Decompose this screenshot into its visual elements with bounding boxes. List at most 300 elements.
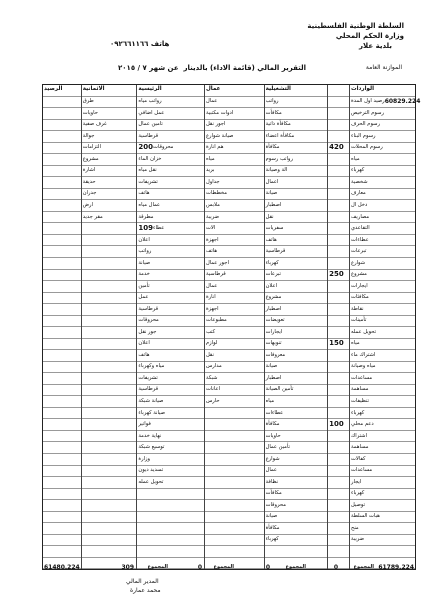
revenues-values-column <box>327 85 349 569</box>
capital-column-empty <box>205 431 264 443</box>
capital-column-item: اجهزة <box>205 304 264 316</box>
capital-column-item: لوازم <box>205 339 264 351</box>
development-column-empty <box>137 512 204 524</box>
development-column-empty <box>137 500 204 512</box>
revenues-values-column-empty <box>328 431 349 443</box>
balance-column-empty <box>43 177 81 189</box>
main-column-item: ارض <box>82 200 137 212</box>
revenues-values-column-value: 100 <box>329 420 344 429</box>
revenues-column <box>349 85 421 569</box>
main-column-item: التزامات <box>82 143 137 155</box>
balance-column-empty <box>43 143 81 155</box>
revenues-values-column-empty <box>328 500 349 512</box>
development-column-item: هاتف <box>137 189 204 201</box>
balance-column-header: الرصيد <box>43 85 81 97</box>
main-column-empty <box>82 408 137 420</box>
main-column-item: جدران <box>82 189 137 201</box>
capital-column-empty <box>205 535 264 547</box>
revenues-values-column-empty <box>328 120 349 132</box>
capital-column-item: هاتف <box>205 246 264 258</box>
balance-column-empty <box>43 466 81 478</box>
revenues-values-column-empty <box>328 316 349 328</box>
revenues-values-column-empty <box>328 97 349 109</box>
revenues-column-item: مياه <box>350 154 415 166</box>
balance-column-empty <box>43 270 81 282</box>
revenues-values-column-empty <box>328 293 349 305</box>
capital-column <box>204 85 264 569</box>
capital-column-item: مخططات <box>205 189 264 201</box>
development-column-item: نهاية خدمة <box>137 431 204 443</box>
revenues-values-column-empty <box>328 373 349 385</box>
revenues-column-item: مساعدات <box>350 466 415 478</box>
revenues-values-column-empty <box>328 131 349 143</box>
balance-column-empty <box>43 97 81 109</box>
operational-column-item: قرطاسية <box>265 246 328 258</box>
main-column-empty <box>82 223 137 235</box>
balance-column-empty <box>43 546 81 558</box>
zero-3: 0 <box>197 564 202 571</box>
operational-column-item: محروقات <box>265 500 328 512</box>
revenues-values-column-empty <box>328 419 349 431</box>
revenues-column-item: دخل ال <box>350 200 415 212</box>
revenues-column-item: مصاريف <box>350 212 415 224</box>
operational-column-item: مكافأة <box>265 143 328 155</box>
development-column-empty <box>137 535 204 547</box>
revenues-values-column-empty <box>328 362 349 374</box>
main-column-empty <box>82 281 137 293</box>
development-column-item: قرطاسية <box>137 131 204 143</box>
revenues-values-column-empty <box>328 546 349 558</box>
main-column-empty <box>82 535 137 547</box>
main-column-empty <box>82 258 137 270</box>
capital-column-empty <box>205 512 264 524</box>
main-column-empty <box>82 235 137 247</box>
revenues-values-column-empty <box>328 512 349 524</box>
operational-column-item: اصطبار <box>265 304 328 316</box>
main-column-empty <box>82 246 137 258</box>
ministry-name: وزارة الحكم المحلي <box>335 32 404 40</box>
capital-column-item: كتب <box>205 327 264 339</box>
development-column-empty <box>137 523 204 535</box>
operational-column-item: عطاءات <box>265 408 328 420</box>
development-column-item: خزان الماء <box>137 154 204 166</box>
revenues-column-item: شخصية <box>350 177 415 189</box>
development-column-item: عمال مياه <box>137 200 204 212</box>
revenues-column-item: تأمينات <box>350 316 415 328</box>
operational-column-item: نقل <box>265 212 328 224</box>
revenues-column-item: ضريبة <box>350 535 415 547</box>
development-column-item: خدمة <box>137 270 204 282</box>
main-column-empty <box>82 327 137 339</box>
capital-column-empty <box>205 454 264 466</box>
main-column-empty <box>82 362 137 374</box>
main-column-header: الاثمانية <box>82 85 137 97</box>
main-column-item: مقر جديد <box>82 212 137 224</box>
revenues-column-item: مشروع <box>350 270 415 282</box>
revenues-values-column-empty <box>328 385 349 397</box>
capital-column-item: اجور عمال <box>205 258 264 270</box>
development-column-value: 200 <box>138 143 154 152</box>
authority-name: السلطة الوطنية الفلسطينية <box>307 22 404 30</box>
capital-column-item: عمال <box>205 281 264 293</box>
development-column-item: اعلان <box>137 339 204 351</box>
revenues-values-column-value: 150 <box>329 339 344 348</box>
operational-column-item: اعلان <box>265 281 328 293</box>
balance-column-empty <box>43 212 81 224</box>
main-column-item: طرق <box>82 97 137 109</box>
balance-column-empty <box>43 477 81 489</box>
development-column-item: رواتب مياه <box>137 97 204 109</box>
capital-column-item: مدارس <box>205 362 264 374</box>
operational-column-item: هاتف <box>265 235 328 247</box>
development-column-item: محروقات 200 <box>137 143 204 155</box>
main-column-empty <box>82 396 137 408</box>
operational-column-item: مكافأت <box>265 489 328 501</box>
operational-column-item: مكافأت <box>265 108 328 120</box>
operational-column-item: اصطبار <box>265 200 328 212</box>
revenues-column-item: رسوم الترخيص <box>350 108 415 120</box>
revenues-values-column-empty <box>328 339 349 351</box>
sum-label-2: المجموع <box>285 564 306 570</box>
development-column-item: عمل <box>137 293 204 305</box>
accountant-title: المدير المالي <box>126 578 159 585</box>
capital-column-item: نقل <box>205 350 264 362</box>
capital-column-empty <box>205 419 264 431</box>
development-column-value: 109 <box>138 224 154 233</box>
capital-column-item: عمال <box>205 97 264 109</box>
balance-column-empty <box>43 419 81 431</box>
revenues-column-item: معارف <box>350 189 415 201</box>
revenues-values-column-empty <box>328 154 349 166</box>
development-column-item: عطاء 109 <box>137 223 204 235</box>
revenues-values-column-empty <box>328 258 349 270</box>
revenues-values-column-value: 250 <box>329 270 344 279</box>
revenues-values-column-empty <box>328 189 349 201</box>
main-column-item: حاويات <box>82 108 137 120</box>
main-column-item: مشروع <box>82 154 137 166</box>
operational-column-item: مياه <box>265 396 328 408</box>
revenues-column-item: اشتراك ماء <box>350 350 415 362</box>
development-column-item: تشريفات <box>137 373 204 385</box>
development-column-item: فواتير <box>137 419 204 431</box>
operational-column-header: التشغيلية <box>265 85 328 97</box>
capital-column-empty <box>205 408 264 420</box>
balance-column-empty <box>43 293 81 305</box>
revenues-values-column-empty <box>328 304 349 316</box>
balance-column-empty <box>43 327 81 339</box>
revenues-column-item: مساهمة <box>350 385 415 397</box>
development-column-item: عمل اضافي <box>137 108 204 120</box>
development-column-item: اعلان <box>137 235 204 247</box>
revenues-column-item: كفالات <box>350 454 415 466</box>
balance-column-empty <box>43 131 81 143</box>
revenues-values-column-empty <box>328 166 349 178</box>
expenses-total: 309 <box>121 564 134 571</box>
operational-column-item: صيانة <box>265 512 328 524</box>
main-column-item: غرف صفية <box>82 120 137 132</box>
balance-column-empty <box>43 385 81 397</box>
balance-column-empty <box>43 223 81 235</box>
development-column-item: وزارة <box>137 454 204 466</box>
revenues-values-column-empty <box>328 108 349 120</box>
balance-column-empty <box>43 500 81 512</box>
sum-label-1: المجموع <box>353 564 374 570</box>
balance-column-empty <box>43 200 81 212</box>
main-column-empty <box>82 350 137 362</box>
budget-label: الموازنة العامة <box>365 64 402 71</box>
phone-number: هاتف ٠٩٢٦٦١١٦٦ <box>110 40 170 48</box>
operational-column-item: مشروع <box>265 293 328 305</box>
revenues-column-item: هبات السلطة <box>350 512 415 524</box>
balance-column <box>43 85 81 569</box>
report-title: التقرير المالي (قائمة الاداء) بالدينار عن شهر ٧ / ٢٠١٥ <box>118 64 307 72</box>
balance-total: 61480.224 <box>44 564 80 571</box>
operational-column-item: الة وصيانة <box>265 166 328 178</box>
revenues-column-item: شوارع <box>350 258 415 270</box>
main-column-empty <box>82 466 137 478</box>
development-column-header: الرئيسية <box>137 85 204 97</box>
revenues-column-item: كهرباء <box>350 166 415 178</box>
operational-column-empty <box>265 546 328 558</box>
operational-column-item: رواتب <box>265 97 328 109</box>
development-column <box>136 85 204 569</box>
main-column-item: حديقة <box>82 177 137 189</box>
revenues-column-header: الواردات <box>350 85 415 97</box>
main-column-empty <box>82 316 137 328</box>
revenues-column-item: كهرباء <box>350 489 415 501</box>
operational-column-item: تأمين الصيانة <box>265 385 328 397</box>
development-column-item: محروقات <box>137 316 204 328</box>
capital-column-empty <box>205 477 264 489</box>
main-column-empty <box>82 500 137 512</box>
capital-column-item: انارة <box>205 293 264 305</box>
balance-column-empty <box>43 373 81 385</box>
operational-column-item: مكافأة <box>265 523 328 535</box>
revenues-values-column-empty <box>328 466 349 478</box>
revenues-values-column-empty <box>328 350 349 362</box>
capital-column-item: بريد <box>205 166 264 178</box>
main-column-empty <box>82 419 137 431</box>
capital-column-item: صيانة شوارع <box>205 131 264 143</box>
revenues-values-column-empty <box>328 270 349 282</box>
operational-column-item: حاويات <box>265 431 328 443</box>
capital-column-item: اعانات <box>205 385 264 397</box>
revenues-total: 61789.224 <box>378 564 414 571</box>
revenues-values-column-empty <box>328 396 349 408</box>
balance-column-empty <box>43 281 81 293</box>
zero-2: 0 <box>265 564 270 571</box>
operational-column-item: تبرعات <box>265 270 328 282</box>
capital-column-item: شبكة <box>205 373 264 385</box>
main-column-item: جوالة <box>82 131 137 143</box>
zero-1: 0 <box>333 564 338 571</box>
development-column-item: نقل مياه <box>137 166 204 178</box>
revenues-column-item: تبرعات <box>350 246 415 258</box>
main-column-empty <box>82 546 137 558</box>
balance-column-empty <box>43 396 81 408</box>
revenues-values-column-empty <box>328 523 349 535</box>
main-column-empty <box>82 339 137 351</box>
revenues-values-column-value: 420 <box>329 143 344 152</box>
revenues-values-column-empty <box>328 408 349 420</box>
revenues-values-column-empty <box>328 246 349 258</box>
operational-column-item: ايجارات <box>265 327 328 339</box>
balance-column-empty <box>43 189 81 201</box>
revenues-column-item: دعم محلي <box>350 419 415 431</box>
revenues-values-column-empty <box>328 281 349 293</box>
capital-column-item: ادوات مكتبية <box>205 108 264 120</box>
accountant-name: محمد عمارة <box>130 587 161 594</box>
capital-column-empty <box>205 489 264 501</box>
operational-column-item: مكافأة اعضاء <box>265 131 328 143</box>
capital-column-empty <box>205 466 264 478</box>
development-column-item: تشريفات <box>137 177 204 189</box>
revenues-values-column-empty <box>328 442 349 454</box>
operational-column-item: عمال <box>265 466 328 478</box>
operational-column <box>264 85 328 569</box>
main-column-empty <box>82 442 137 454</box>
operational-column-item: معروفات <box>265 350 328 362</box>
capital-column-header: عمال <box>205 85 264 97</box>
balance-column-empty <box>43 512 81 524</box>
capital-column-item: هم انارة <box>205 143 264 155</box>
main-column-empty <box>82 489 137 501</box>
operational-column-item: اصطبار <box>265 373 328 385</box>
capital-column-item: اجهزة <box>205 235 264 247</box>
development-column-item: جور نقل <box>137 327 204 339</box>
main-column-empty <box>82 523 137 535</box>
operational-column-item: اعمال <box>265 177 328 189</box>
sum-label-3: المجموع <box>213 564 234 570</box>
main-column-empty <box>82 304 137 316</box>
revenues-column-item: مكافئات <box>350 293 415 305</box>
capital-column-item: اجور نقل <box>205 120 264 132</box>
opening-balance-value: 60829.224 <box>384 97 421 105</box>
balance-column-empty <box>43 166 81 178</box>
revenues-values-column-empty <box>328 212 349 224</box>
revenues-column-item: كهرباء <box>350 408 415 420</box>
revenues-column-item: ايجار <box>350 477 415 489</box>
revenues-column-item: مياه وصيانة <box>350 362 415 374</box>
capital-column-empty <box>205 523 264 535</box>
balance-column-empty <box>43 235 81 247</box>
revenues-values-column-item <box>328 85 349 97</box>
balance-column-empty <box>43 258 81 270</box>
development-column-item: تحويل عمله <box>137 477 204 489</box>
revenues-column-item: ايجارات <box>350 281 415 293</box>
development-column-item: صيانة كهرباء <box>137 408 204 420</box>
balance-column-empty <box>43 362 81 374</box>
balance-column-empty <box>43 154 81 166</box>
revenues-column-item: نقاطة <box>350 304 415 316</box>
revenues-values-column-empty <box>328 223 349 235</box>
capital-column-item: حارس <box>205 396 264 408</box>
main-column-item: اشارة <box>82 166 137 178</box>
balance-column-empty <box>43 316 81 328</box>
operational-column-item: شوارع <box>265 454 328 466</box>
operational-column-item: نظافة <box>265 477 328 489</box>
revenues-values-column-empty <box>328 477 349 489</box>
balance-column-empty <box>43 304 81 316</box>
capital-column-item: مطبوعات <box>205 316 264 328</box>
capital-column-item: الات <box>205 223 264 235</box>
revenues-column-item: منح <box>350 523 415 535</box>
operational-column-item: مكافأة <box>265 419 328 431</box>
development-column-item: صيانة شبكة <box>137 396 204 408</box>
main-column-empty <box>82 293 137 305</box>
main-column-empty <box>82 385 137 397</box>
development-column-item: قرطاسية <box>137 385 204 397</box>
development-column-item: رواتب <box>137 246 204 258</box>
balance-column-empty <box>43 246 81 258</box>
operational-column-item: تأمين عمال <box>265 442 328 454</box>
balance-column-empty <box>43 523 81 535</box>
revenues-values-column-empty <box>328 454 349 466</box>
operational-column-item: سفريات <box>265 223 328 235</box>
operational-column-item: صيانة <box>265 362 328 374</box>
capital-column-empty <box>205 500 264 512</box>
revenues-column-item: عطاءات <box>350 235 415 247</box>
revenues-values-column-empty <box>328 235 349 247</box>
balance-column-empty <box>43 108 81 120</box>
revenues-column-item: مياه <box>350 339 415 351</box>
revenues-values-column-empty <box>328 177 349 189</box>
revenues-column-item: اشتراك <box>350 431 415 443</box>
balance-column-empty <box>43 454 81 466</box>
operational-column-item: كهرباء <box>265 535 328 547</box>
development-column-item: صيانة <box>137 258 204 270</box>
development-column-item: توسيع شبكة <box>137 442 204 454</box>
revenues-column-item: مساهمة <box>350 442 415 454</box>
development-column-empty <box>137 546 204 558</box>
capital-column-item: مياه <box>205 154 264 166</box>
main-column-empty <box>82 270 137 282</box>
main-column-empty <box>82 431 137 443</box>
development-column-item: تأمين <box>137 281 204 293</box>
capital-column-empty <box>205 442 264 454</box>
revenues-values-column-empty <box>328 200 349 212</box>
totals-row <box>42 564 416 572</box>
operational-column-item: تعويضات <box>265 316 328 328</box>
main-column <box>81 85 137 569</box>
sum-label-4: المجموع <box>147 564 168 570</box>
balance-column-empty <box>43 431 81 443</box>
revenues-column-item: 60829.224 رصيد اول المدة <box>350 97 415 109</box>
revenues-values-column-empty <box>328 535 349 547</box>
municipality-name: بلدية علار <box>359 42 392 50</box>
operational-column-item: صيانة <box>265 189 328 201</box>
revenues-column-item: التقاعدي <box>350 223 415 235</box>
operational-column-item: كهرباء <box>265 258 328 270</box>
revenues-column-empty <box>350 546 415 558</box>
balance-column-empty <box>43 489 81 501</box>
development-column-item: تامين عمال <box>137 120 204 132</box>
main-column-empty <box>82 454 137 466</box>
revenues-values-column-empty <box>328 327 349 339</box>
revenues-column-item: مساعدات <box>350 373 415 385</box>
capital-column-item: جداول <box>205 177 264 189</box>
capital-column-item: ضريبة <box>205 212 264 224</box>
balance-column-empty <box>43 120 81 132</box>
revenues-column-item: توصيل <box>350 500 415 512</box>
revenues-column-item: تحويل عمله <box>350 327 415 339</box>
balance-column-empty <box>43 535 81 547</box>
financial-table <box>42 84 421 570</box>
revenues-values-column-empty <box>328 489 349 501</box>
balance-column-empty <box>43 442 81 454</box>
balance-column-empty <box>43 350 81 362</box>
capital-column-empty <box>205 546 264 558</box>
